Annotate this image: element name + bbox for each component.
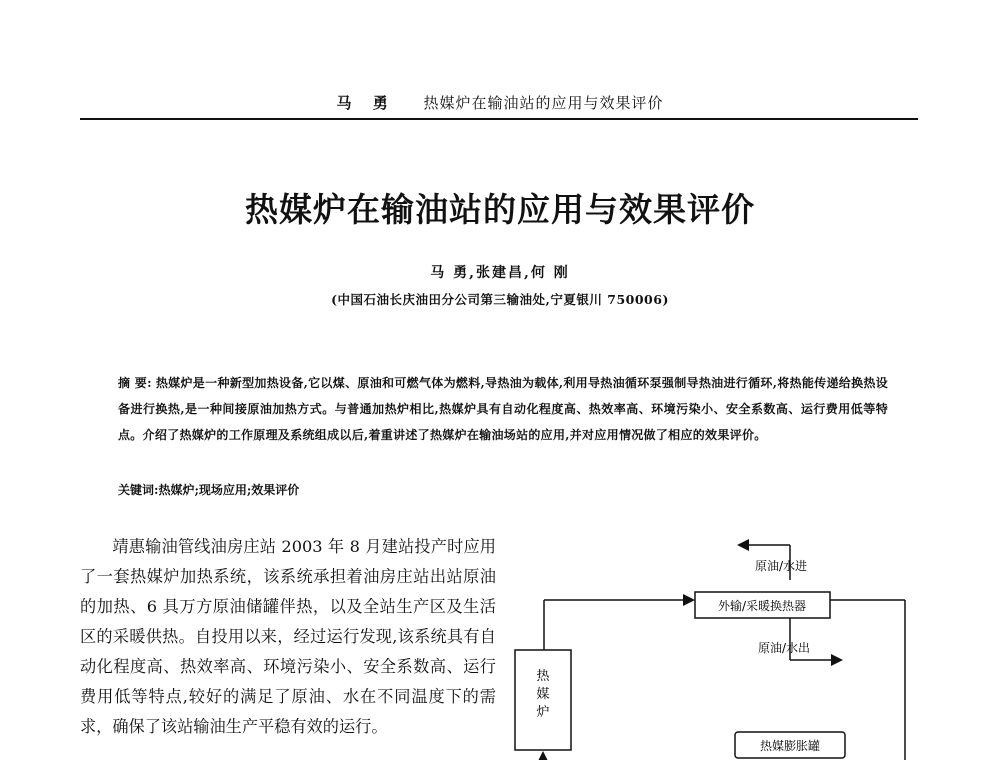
abstract-label: 摘 要: bbox=[118, 376, 152, 390]
paper-affiliation: (中国石油长庆油田分公司第三输油处,宁夏银川 750006) bbox=[331, 292, 669, 307]
inlet-label: 原油/水进 bbox=[755, 559, 808, 573]
paper-authors: 马 勇,张建昌,何 刚 bbox=[430, 265, 570, 281]
abstract-text: 热媒炉是一种新型加热设备,它以煤、原油和可燃气体为燃料,导热油为载体,利用导热油循环泵强制导热油进行循环,将热能传递给换热设备进行换热,是一种间接原油加热方式。与普通加热炉相比,热媒炉具有自动化程度高、热效率高、环境污染小、安全系数高、运行费用低等特点。介绍了热媒炉的工作原理及系统组成以后,着重讲述了热媒炉在输油场站的应用,并对应用情况做了相应的效果评价。 bbox=[118, 376, 888, 442]
header-rule bbox=[80, 118, 918, 120]
running-head-author: 马 勇 bbox=[336, 94, 396, 112]
furnace-label-3: 炉 bbox=[536, 705, 550, 720]
running-head-title: 热媒炉在输油站的应用与效果评价 bbox=[423, 94, 664, 112]
furnace-label-1: 热 bbox=[536, 669, 550, 684]
keywords bbox=[118, 481, 299, 498]
paper-title: 热媒炉在输油站的应用与效果评价 bbox=[245, 190, 755, 229]
body-paragraph: 靖惠输油管线油房庄站 2003 年 8 月建站投产时应用了一套热媒炉加热系统，该系统承担着油房庄站出站原油的加热、6 具万方原油储罐伴热，以及全站生产区及生活区的采暖供热。自投用以来，经过运行发现,该系统具有自动化程度高、热效率高、环境污染小、安全系数高、运行费用低等特点,较好的满足了原油、水在不同温度下的需求，确保了该站输油生产平稳有效的运行。 bbox=[80, 537, 496, 736]
system-diagram bbox=[500, 520, 940, 760]
body-column bbox=[80, 532, 496, 742]
abstract bbox=[118, 370, 888, 448]
furnace-label-2: 媒 bbox=[536, 687, 550, 702]
outlet-label: 原油/水出 bbox=[758, 641, 811, 655]
keywords-text: 热媒炉;现场应用;效果评价 bbox=[158, 483, 300, 497]
keywords-label: 关键词: bbox=[118, 483, 159, 497]
exchanger-label: 外输/采暖换热器 bbox=[717, 599, 807, 613]
running-head bbox=[0, 92, 1000, 113]
expansion-tank-label: 热媒膨胀罐 bbox=[759, 739, 821, 753]
